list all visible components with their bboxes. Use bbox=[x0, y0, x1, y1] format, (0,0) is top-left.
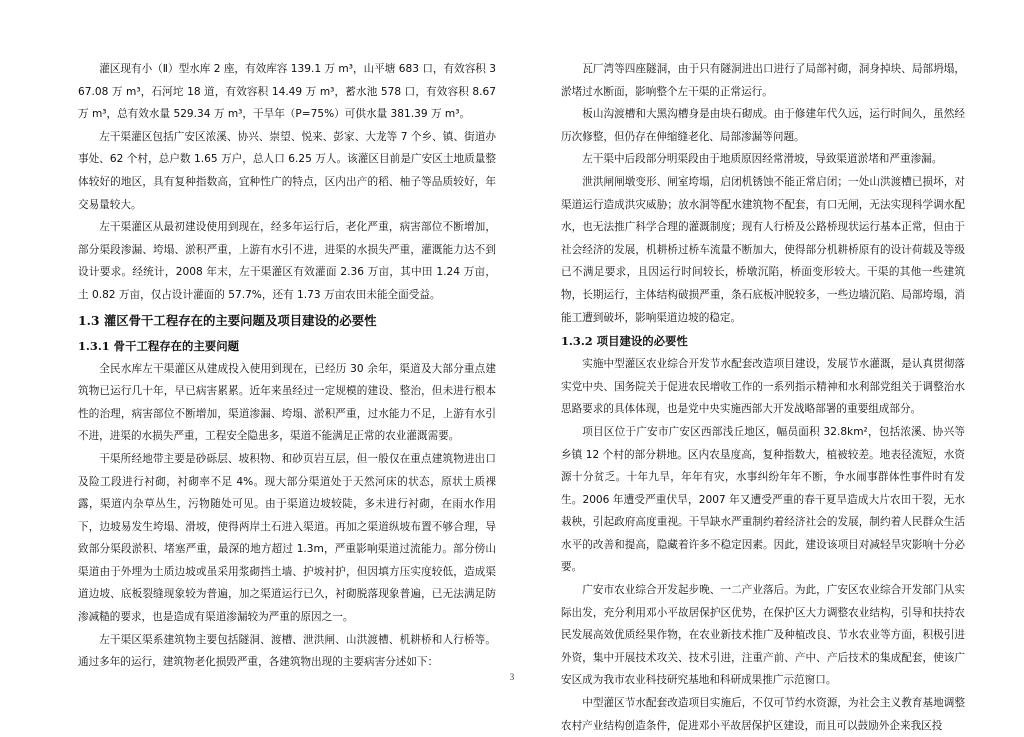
left-column bbox=[78, 58, 496, 674]
paragraph: 左干渠灌区从最初建设使用到现在，经多年运行后，老化严重，病害部位不断增加，部分渠段渗漏、垮塌、淤积严重，上游有水引不进，进渠的水损失严重，灌溉能力达不到设计要求。经统计，2008 年末，左干渠灌区有效灌面 2.36 万亩，其中田 1.24 万亩，土 0.82 万亩，仅占设计灌面的 57.7%，还有 1.73 万亩农田未能全面受益。 bbox=[78, 221, 496, 301]
paragraph: 左干渠灌区包括广安区浓溪、协兴、崇望、悦来、彭家、大龙等 7 个乡、镇、街道办事处、62 个村，总户数 1.65 万户，总人口 6.25 万人。该灌区目前是广安区土地质量整体较好的地区，具有复种指数高，宜种性广的特点，区内出产的稻、柚子等品质较好，年交易量较大。 bbox=[78, 130, 496, 211]
paragraph: 左干渠区渠系建筑物主要包括隧洞、渡槽、泄洪闸、山洪渡槽、机耕桥和人行桥等。通过多年的运行，建筑物老化损毁严重，各建筑物出现的主要病害分述如下： bbox=[78, 633, 496, 669]
page-number: 3 bbox=[509, 672, 515, 682]
paragraph: 板山沟渡槽和大黑沟槽身是由块石砌成。由于修建年代久远，运行时间久，虽然经历次修整，但仍存在伸缩缝老化、局部渗漏等问题。 bbox=[561, 108, 965, 143]
paragraph: 干渠所经地带主要是砂砾层、坡积物、和砂页岩互层，但一般仅在重点建筑物进出口及险工段进行衬砌，衬砌率不足 4%。现大部分渠道处于天然河床的状态，原状土质裸露，渠道内杂草丛生，污物随处可见。由于渠道边坡较陡，多未进行衬砌，在雨水作用下，边坡易发生垮塌、滑坡，使得两岸土石进入渠道。再加之渠道纵坡布置不够合理，导致部分渠段淤积、堵塞严重，最深的地方超过 1.3m，严重影响渠道过流能力。部分傍山渠道由于外埋为土质边坡或虽采用浆砌挡土墙、护坡衬护，但因填方压实度较低，造成渠道边坡、底板裂缝现象较为普遍，加之渠道运行已久，衬砌脱落现象普遍，已无法满足防渗减糙的要求，也是造成有渠道渗漏较为严重的原因之一。 bbox=[78, 452, 496, 624]
subsection-heading-1-3-1: 1.3.1 骨干工程存在的主要问题 bbox=[78, 338, 239, 353]
section-heading-1-3: 1.3 灌区骨干工程存在的主要问题及项目建设的必要性 bbox=[78, 312, 377, 328]
paragraph: 泄洪闸闸墩变形、闸室垮塌，启闭机锈蚀不能正常启闭；一处山洪渡槽已损坏，对渠道运行造成洪灾威胁；放水洞等配水建筑物不配套，有口无闸，无法实现科学调水配水，也无法推广科学合理的灌溉制度；现有人行桥及公路桥现状运行基本正常，但由于社会经济的发展，机耕桥过桥车流量不断加大，使得部分机耕桥原有的设计荷载及等级已不满足要求，且因运行时间较长，桥墩沉陷，桥面变形较大。干渠的其他一些建筑物，长期运行，主体结构破损严重，条石底板冲脱较多，一些边墙沉陷、局部垮塌，消能工遭到破坏，影响渠道边坡的稳定。 bbox=[561, 175, 965, 324]
paragraph: 全民水库左干渠灌区从建成投入使用到现在，已经历 30 余年，渠道及大部分重点建筑物已运行几十年，早已病害累累。近年来虽经过一定规模的建设、整治，但未进行根本性的治理，病害部位不断增加，渠道渗漏、垮塌、淤积严重，过水能力不足，上游有水引不进，进渠的水损失严重，工程安全隐患多，渠道不能满足正常的农业灌溉需要。 bbox=[78, 362, 496, 443]
paragraph: 项目区位于广安市广安区西部浅丘地区，幅员面积 32.8km²，包括浓溪、协兴等乡镇 12 个村的部分耕地。区内农垦度高，复种指数大，植被较差。地表径流短，水资源十分贫乏。十年九旱，年年有灾，水事纠纷年年不断，争水闹事群体性事件时有发生。2006 年遭受严重伏旱，2007 年又遭受严重的春干夏旱造成大片农田干裂，无水栽秧，引起政府高度重视。干旱缺水严重制约着经济社会的发展，制约着人民群众生活水平的改善和提高，隐藏着许多不稳定因素。因此，建设该项目对减轻旱灾影响十分必要。 bbox=[561, 425, 965, 574]
paragraph: 实施中型灌区农业综合开发节水配套改造项目建设，发展节水灌溉，是认真贯彻落实党中央、国务院关于促进农民增收工作的一系列指示精神和水利部党组关于调整治水思路要求的具体体现，也是党中央实施西部大开发战略部署的重要组成部分。 bbox=[561, 358, 965, 416]
paragraph: 瓦厂湾等四座隧洞，由于只有隧洞进出口进行了局部衬砌，洞身掉块、局部坍塌，淤堵过水断面，影响整个左干渠的正常运行。 bbox=[561, 63, 965, 98]
right-column bbox=[561, 58, 965, 737]
paragraph: 灌区现有小（Ⅱ）型水库 2 座，有效库容 139.1 万 m³，山平塘 683 口，有效容积 367.08 万 m³，石河坨 18 道，有效容积 14.49 万 m³，蓄水池 578 口，有效容积 8.67 万 m³，总有效水量 529.34 万 m³，干旱年（P=75%）可供水量 381.39 万 m³。 bbox=[78, 63, 496, 121]
paragraph: 左干渠中后段部分明渠段由于地质原因经常滑坡，导致渠道淤堵和严重渗漏。 bbox=[582, 153, 943, 166]
paragraph: 广安市农业综合开发起步晚、一二产业落后。为此，广安区农业综合开发部门从实际出发，充分利用邓小平故居保护区优势，在保护区大力调整农业结构，引导和扶持农民发展高效优质经果作物，在农业新技术推广及种植改良、节水农业等方面，积极引进外资，集中开展技术攻关、技术引进，注重产前、产中、产后技术的集成配套，使该广安区成为我市农业科技研究基地和科研成果推广示范窗口。 bbox=[561, 584, 965, 687]
paragraph: 中型灌区节水配套改造项目实施后，不仅可节约水资源，为社会主义教育基地调整农村产业结构创造条件，促进邓小平故居保护区建设，而且可以鼓励外企来我区投 bbox=[561, 697, 965, 732]
subsection-heading-1-3-2: 1.3.2 项目建设的必要性 bbox=[561, 334, 688, 349]
